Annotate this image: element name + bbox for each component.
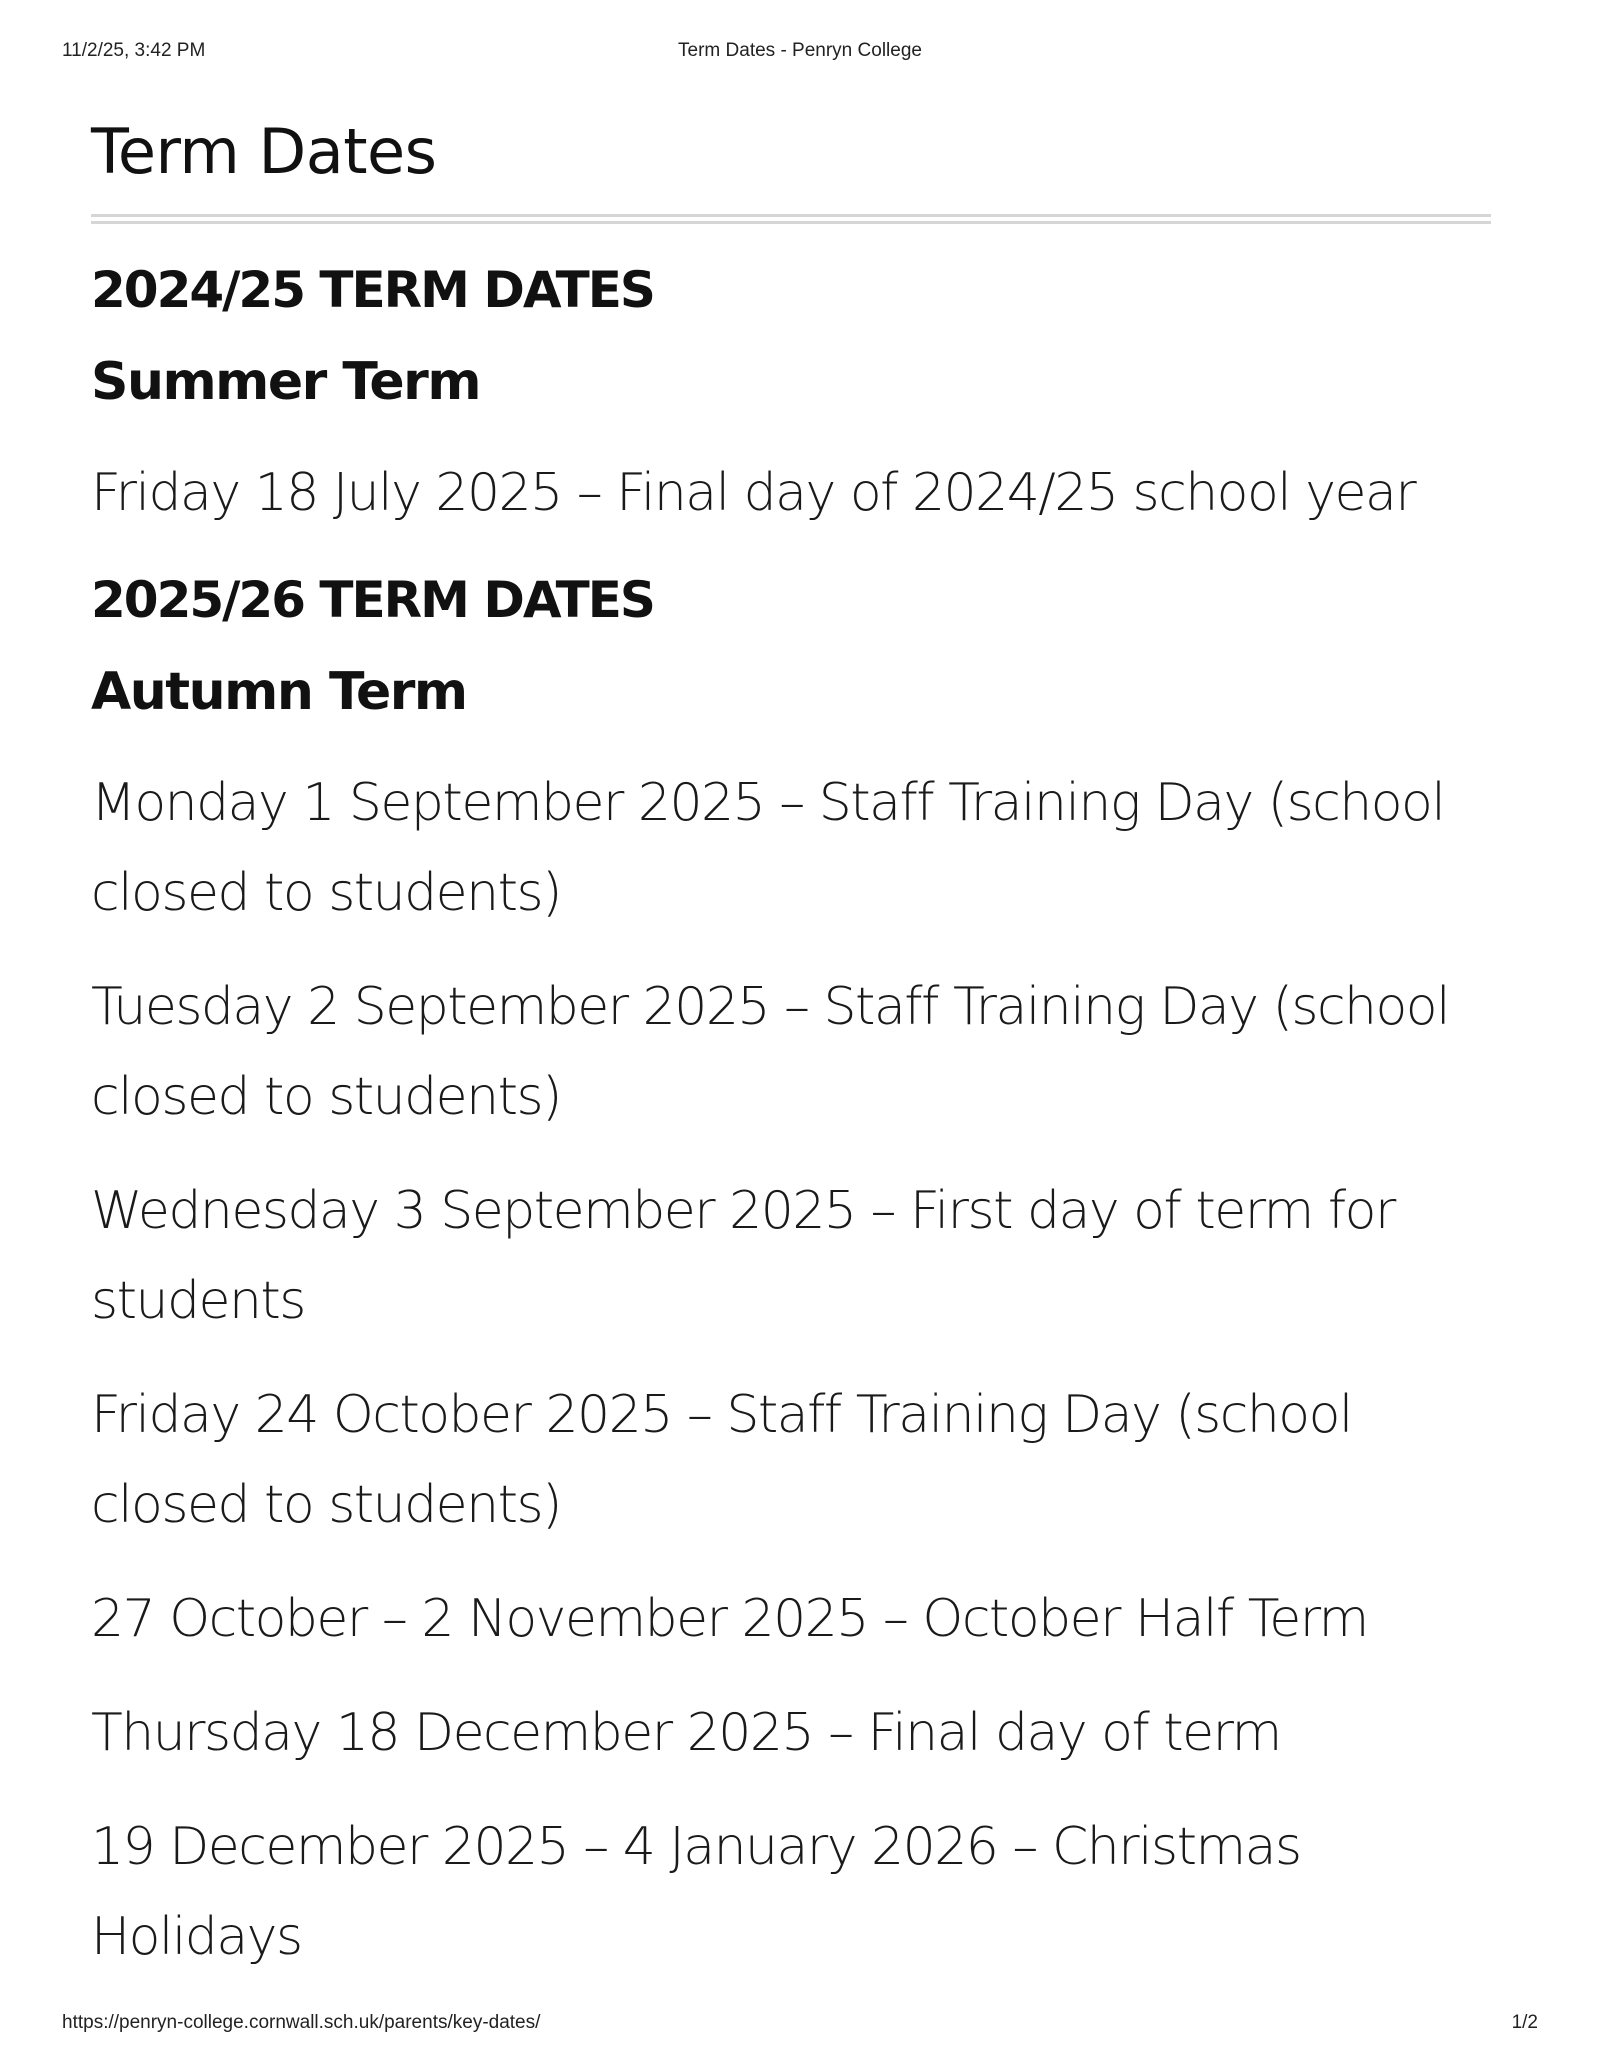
term-heading-autumn: Autumn Term (91, 662, 467, 722)
term-date-entry: Friday 24 October 2025 – Staff Training Day (school closed to students) (91, 1385, 1352, 1535)
year-heading-2024-25: 2024/25 TERM DATES (91, 261, 654, 319)
term-date-entry: Friday 18 July 2025 – Final day of 2024/25 school year (91, 463, 1416, 523)
term-date-entry: Thursday 18 December 2025 – Final day of term (91, 1703, 1281, 1763)
term-date-entry: 19 December 2025 – 4 January 2026 – Christmas Holidays (91, 1817, 1301, 1967)
print-footer (0, 2012, 1600, 2036)
print-datetime: 11/2/25, 3:42 PM (62, 40, 206, 61)
term-date-entry: Tuesday 2 September 2025 – Staff Training Day (school closed to students) (91, 977, 1450, 1127)
term-date-entry: Monday 1 September 2025 – Staff Training Day (school closed to students) (91, 773, 1445, 923)
print-url: https://penryn-college.cornwall.sch.uk/parents/key-dates/ (62, 2012, 541, 2033)
main-content (91, 110, 1491, 1982)
year-heading-2025-26: 2025/26 TERM DATES (91, 571, 654, 629)
title-divider (91, 214, 1491, 224)
term-heading-summer: Summer Term (91, 352, 481, 412)
term-date-entry: Wednesday 3 September 2025 – First day of term for students (91, 1181, 1395, 1331)
print-doc-title: Term Dates - Penryn College (678, 40, 922, 61)
term-date-entry: 27 October – 2 November 2025 – October Half Term (91, 1589, 1368, 1649)
print-header (0, 40, 1600, 64)
print-page-number: 1/2 (1511, 2012, 1538, 2033)
page-title: Term Dates (91, 115, 437, 188)
